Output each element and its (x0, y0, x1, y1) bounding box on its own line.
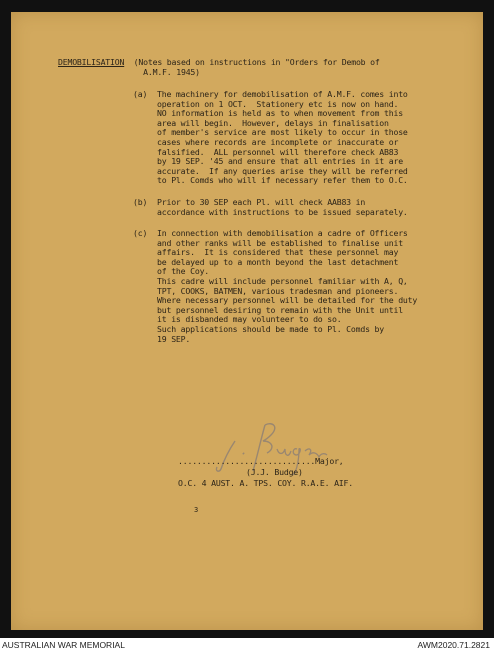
paragraph-text: Prior to 30 SEP each Pl. will check AAB83 in accordance with instructions to be issued separately. (157, 197, 408, 217)
signatory-name: (J.J. Budge) (246, 467, 303, 477)
paragraph-label: (b) (133, 197, 148, 207)
paragraph-text: The machinery for demobilisation of A.M.F. comes into operation on 1 OCT. Stationery etc is now on hand. NO information is held as to when movement from this area will begin. However, delays in finalisation of member's service are most likely to occur in those cases where records are incomplete or inaccurate or falsified. ALL personnel will therefore check AB83 by 19 SEP. '45 and ensure that all entries in it are accurate. If any queries arise they will be referred to Pl. Comds who will if necessary refer them to O.C. (157, 89, 408, 186)
accession-number: AWM2020.71.2821 (417, 640, 490, 650)
signature-line: .............................Major, (178, 456, 344, 466)
archive-credit: AUSTRALIAN WAR MEMORIAL (2, 640, 125, 650)
paragraph-a (133, 89, 408, 186)
signatory-unit: O.C. 4 AUST. A. TPS. COY. R.A.E. AIF. (178, 478, 353, 488)
page-mark: 3 (194, 506, 199, 514)
heading-title: DEMOBILISATION (58, 57, 125, 67)
paragraph-label: (c) (133, 228, 148, 238)
document-heading (58, 58, 380, 77)
paragraph-b (133, 197, 408, 227)
heading-note: (Notes based on instructions in "Orders for Demob of A.M.F. 1945) (133, 57, 380, 77)
paragraph-label: (a) (133, 89, 148, 99)
paragraph-c (133, 228, 418, 344)
paragraph-text: In connection with demobilisation a cadre of Officers and other ranks will be established to finalise unit affairs. It is considered that these personnel may be delayed up to a month beyond the last detachment of the Coy. This cadre will include personnel familiar with A, Q, TPT, COOKS, BATMEN, various tradesman and pioneers. Where necessary personnel will be detailed for the duty but personnel desiring to remain with the Unit until it is disbanded may volunteer to do so. Such applications should be made to Pl. Comds by 19 SEP. (157, 228, 418, 344)
